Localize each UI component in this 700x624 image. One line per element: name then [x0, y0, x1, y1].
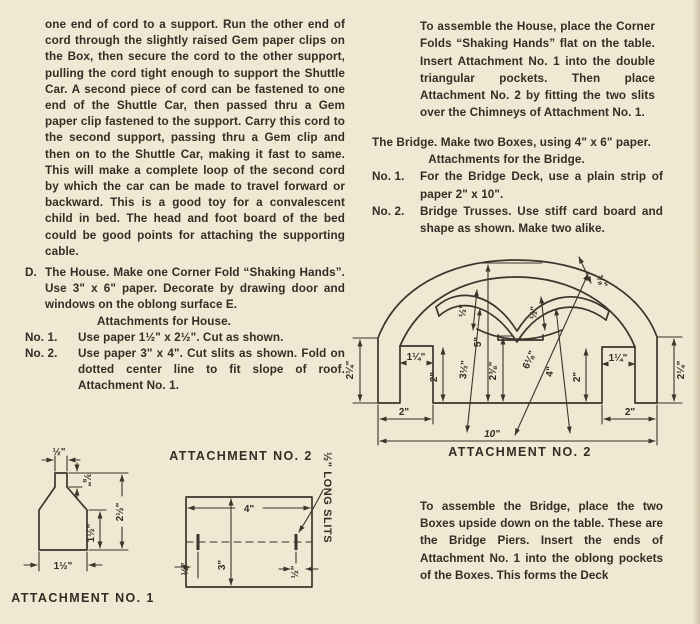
- paragraph-shuttle-car: one end of cord to a support. Run the other end of cord through the slightly raised Gem paper clips on the Box, then secure the cord to the other support, pulling the cord tight enough to support the Shuttle Car. A second piece of cord can be fastened to one end of the Shuttle Car, then passed thru a Gem paper clip fastened to the support. Carry this cord to the second support, passing thru a Gem clip and then on to the Shuttle Car, making it fast to same. This will make a complete loop of the second cord by which the car can be made to travel forward or backward. This is a good toy for a convalescent child in bed. The head and foot board of the bed could be good points for attaching the supporting cable.: [45, 18, 345, 258]
- list-item-no1-label: No. 1.: [372, 170, 405, 184]
- paragraph-assemble-bridge: To assemble the Bridge, place the two Boxes upside down on the table. These are the Bridge Piers. Insert the ends of Attachment No. 1 into the oblong pockets of the Boxes. This forms the Deck: [420, 499, 663, 582]
- dim-top-width: ½": [52, 447, 66, 458]
- list-item-no2-text: Bridge Trusses. Use stiff card board and shape as shown. Make two alike.: [420, 204, 663, 236]
- dim-height-2-3-8: 2⅜": [488, 361, 499, 381]
- dim-pocket-height-left: 2": [429, 371, 440, 383]
- dim-height-5: 5": [473, 336, 484, 348]
- left-column: [25, 11, 345, 395]
- right-column: [372, 13, 663, 238]
- dim-diag-4: 4": [544, 365, 557, 378]
- dim-wing-right: ½": [528, 305, 541, 320]
- dim-side-right: 2¼": [676, 360, 687, 380]
- attachment-1-diagram: [22, 443, 172, 593]
- list-item-d: [25, 265, 345, 314]
- slits-annotation: ½" LONG SLITS: [321, 452, 333, 544]
- list-item-d-label: D.: [25, 266, 37, 280]
- list-item-no1-text: Use paper 1½" x 2½". Cut as shown.: [78, 330, 284, 344]
- list-item-house-no1: [25, 330, 345, 346]
- list-item-d-text: The House. Make one Corner Fold “Shaking Hands”. Use 3" x 6" paper. Decorate by drawing door and windows on the oblong surface E.: [45, 266, 345, 312]
- paragraph-assemble-house: To assemble the House, place the Corner Folds “Shaking Hands” flat on the table. Insert Attachment No. 1 into the double triangular pockets. Then place Attachment No. 2 by fitting the two slits over the Chimneys of Attachment No. 1.: [420, 20, 655, 120]
- list-item-no1-text: For the Bridge Deck, use a plain strip of paper 2" x 10".: [420, 170, 663, 201]
- bottle-outline: [39, 473, 87, 550]
- dim-diag-6-1-8: 6⅛": [520, 349, 539, 371]
- dim-total-height: 2½": [115, 502, 126, 522]
- list-item-no1-label: No. 1.: [25, 330, 58, 344]
- list-item-bridge-no2: [372, 203, 663, 238]
- paragraph-bridge: The Bridge. Make two Boxes, using 4" x 6" paper.: [372, 135, 651, 149]
- dim-top-band: ⅜": [593, 273, 610, 291]
- dim-pocket-height-right: 2": [572, 371, 583, 383]
- dim-wing-left: ½": [457, 303, 470, 318]
- dim-total-width: 10": [484, 429, 500, 440]
- dim-pocket-width-right: 1¼": [608, 353, 628, 364]
- dim-bottom-left: 2": [398, 407, 410, 418]
- page-edge-shadow: [692, 0, 700, 624]
- list-item-house-no2: [25, 346, 345, 395]
- dim-width: 4": [243, 504, 255, 515]
- list-item-no2-label: No. 2.: [25, 347, 58, 361]
- heading-attachments-house: Attachments for House.: [96, 314, 232, 328]
- attachment-2-house-title: ATTACHMENT NO. 2: [169, 449, 313, 463]
- dim-body-height: 1½": [86, 523, 97, 543]
- dim-height: 3": [217, 559, 228, 571]
- dim-side-left: 2¼": [345, 360, 356, 380]
- dim-slit-left: ½": [180, 562, 191, 576]
- dim-bottom-width: 1½": [53, 561, 73, 572]
- list-item-no2-text: Use paper 3" x 4". Cut slits as shown. Fold on dotted center line to fit slope of roof. Attachment No. 1.: [78, 347, 345, 393]
- list-item-bridge-no1: [372, 168, 663, 203]
- heading-attachments-bridge: Attachments for the Bridge.: [428, 153, 585, 167]
- dim-neck-height: ⅜": [81, 473, 92, 487]
- dim-diag-3-5: 3½": [458, 359, 471, 380]
- dim-pocket-width-left: 1¼": [406, 352, 426, 363]
- attachment-2-bridge-title: ATTACHMENT NO. 2: [448, 445, 592, 459]
- dim-slit-right: ½": [290, 565, 301, 579]
- bridge-truss-diagram: [340, 252, 692, 464]
- list-item-no2-label: No. 2.: [372, 204, 405, 218]
- dim-bottom-right: 2": [624, 407, 636, 418]
- attachment-1-title: ATTACHMENT NO. 1: [11, 591, 155, 605]
